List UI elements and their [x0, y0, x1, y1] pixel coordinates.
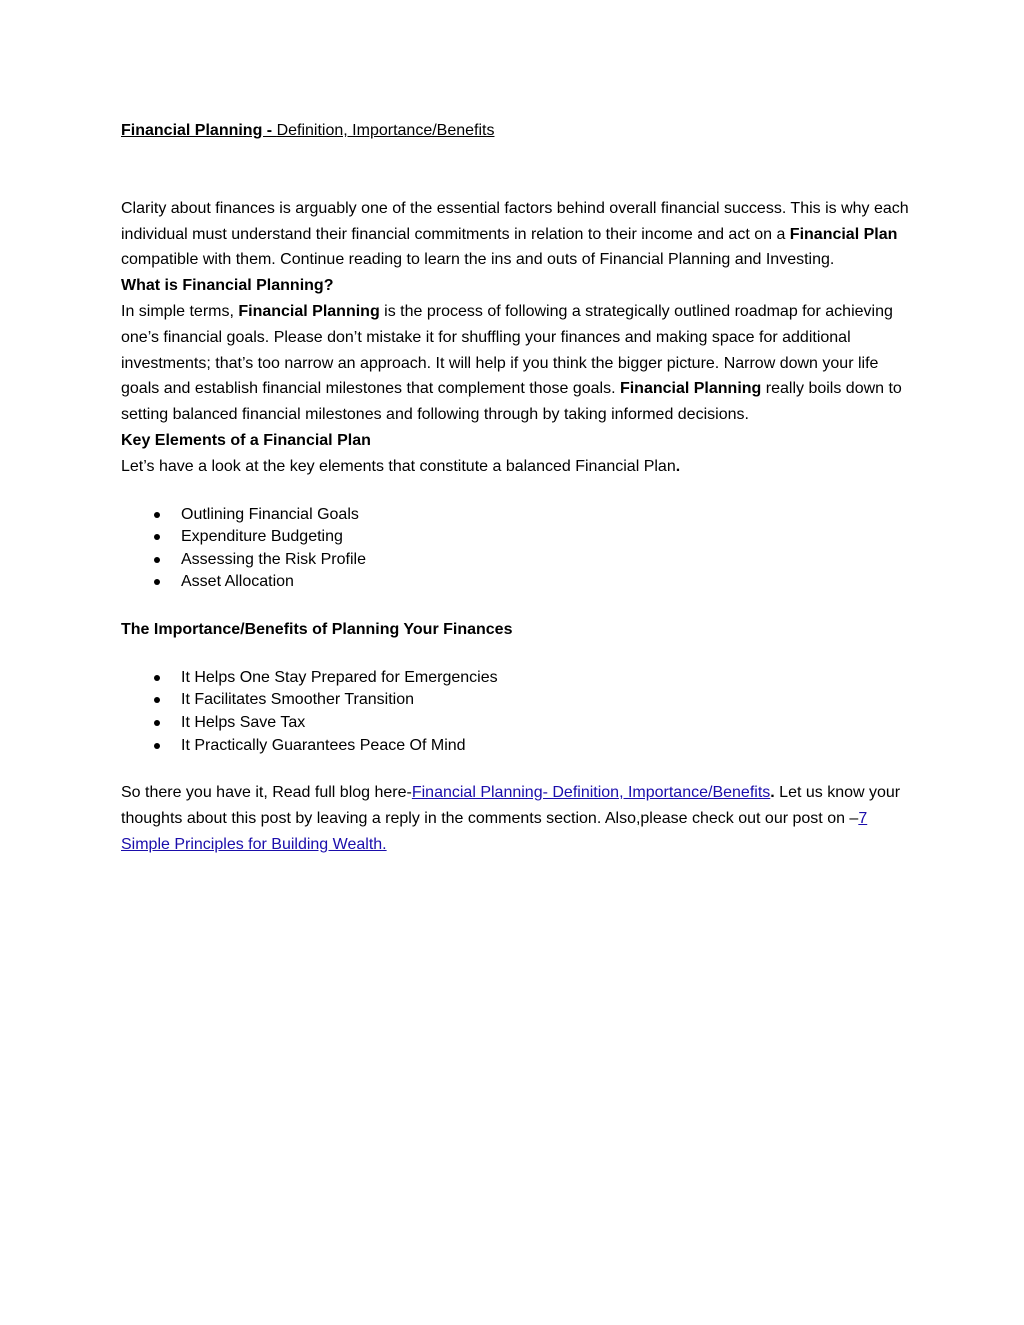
- what-is-paragraph: [121, 299, 911, 428]
- title-bold: Financial Planning -: [121, 122, 277, 139]
- list-item: Expenditure Budgeting: [181, 526, 911, 549]
- title-rest: Definition, Importance/Benefits: [276, 122, 495, 139]
- closing-text-2: Let us know your thoughts about this post by leaving a reply in the comments section. Also,please check out our post on –: [121, 784, 901, 827]
- list-item: Asset Allocation: [181, 571, 911, 594]
- list-item: It Practically Guarantees Peace Of Mind: [181, 735, 911, 758]
- benefits-list: [121, 667, 911, 757]
- key-elements-period: .: [675, 457, 681, 475]
- what-is-bold-2: Financial Planning: [619, 380, 762, 398]
- intro-paragraph: [121, 196, 911, 273]
- key-elements-paragraph: [121, 454, 911, 480]
- key-elements-heading: Key Elements of a Financial Plan: [121, 431, 371, 449]
- intro-text-1: Clarity about finances is arguably one of the essential factors behind overall financial success. This is why each individual must understand their financial commitments in relation to their income and act on a: [121, 199, 909, 243]
- list-item: It Helps Save Tax: [181, 712, 911, 735]
- closing-period: .: [770, 784, 775, 802]
- document-title: [121, 118, 911, 144]
- what-is-text-1: In simple terms,: [121, 302, 239, 320]
- list-item: Assessing the Risk Profile: [181, 549, 911, 572]
- what-is-heading: What is Financial Planning?: [121, 277, 334, 295]
- benefits-heading: The Importance/Benefits of Planning Your Finances: [121, 620, 513, 638]
- intro-bold-1: Financial Plan: [789, 225, 898, 243]
- blog-link[interactable]: Financial Planning- Definition, Importance/Benefits: [411, 784, 771, 802]
- list-item: Outlining Financial Goals: [181, 504, 911, 527]
- what-is-text-2: is the process of following a strategically outlined roadmap for achieving one’s financial goals. Please don’t mistake it for shuffling your finances and making space for additional investments; that’s too narrow an approach. It will help if you think the bigger picture. Narrow down your life goals and establish financial milestones that complement those goals.: [121, 302, 893, 398]
- closing-paragraph: [121, 780, 911, 857]
- key-elements-list: [121, 504, 911, 594]
- what-is-text-3: really boils down to setting balanced financial milestones and following through by taking informed decisions.: [121, 380, 902, 424]
- wealth-principles-link[interactable]: 7 Simple Principles for Building Wealth.: [121, 809, 868, 853]
- list-item: It Facilitates Smoother Transition: [181, 689, 911, 712]
- what-is-bold-1: Financial Planning: [238, 302, 380, 320]
- list-item: It Helps One Stay Prepared for Emergencies: [181, 667, 911, 690]
- intro-text-2: compatible with them. Continue reading to learn the ins and outs of Financial Planning and Investing.: [121, 251, 835, 269]
- key-elements-text: Let’s have a look at the key elements that constitute a balanced Financial Plan: [121, 457, 676, 475]
- document-page: [121, 118, 911, 858]
- closing-text-1: So there you have it, Read full blog here-: [121, 784, 412, 802]
